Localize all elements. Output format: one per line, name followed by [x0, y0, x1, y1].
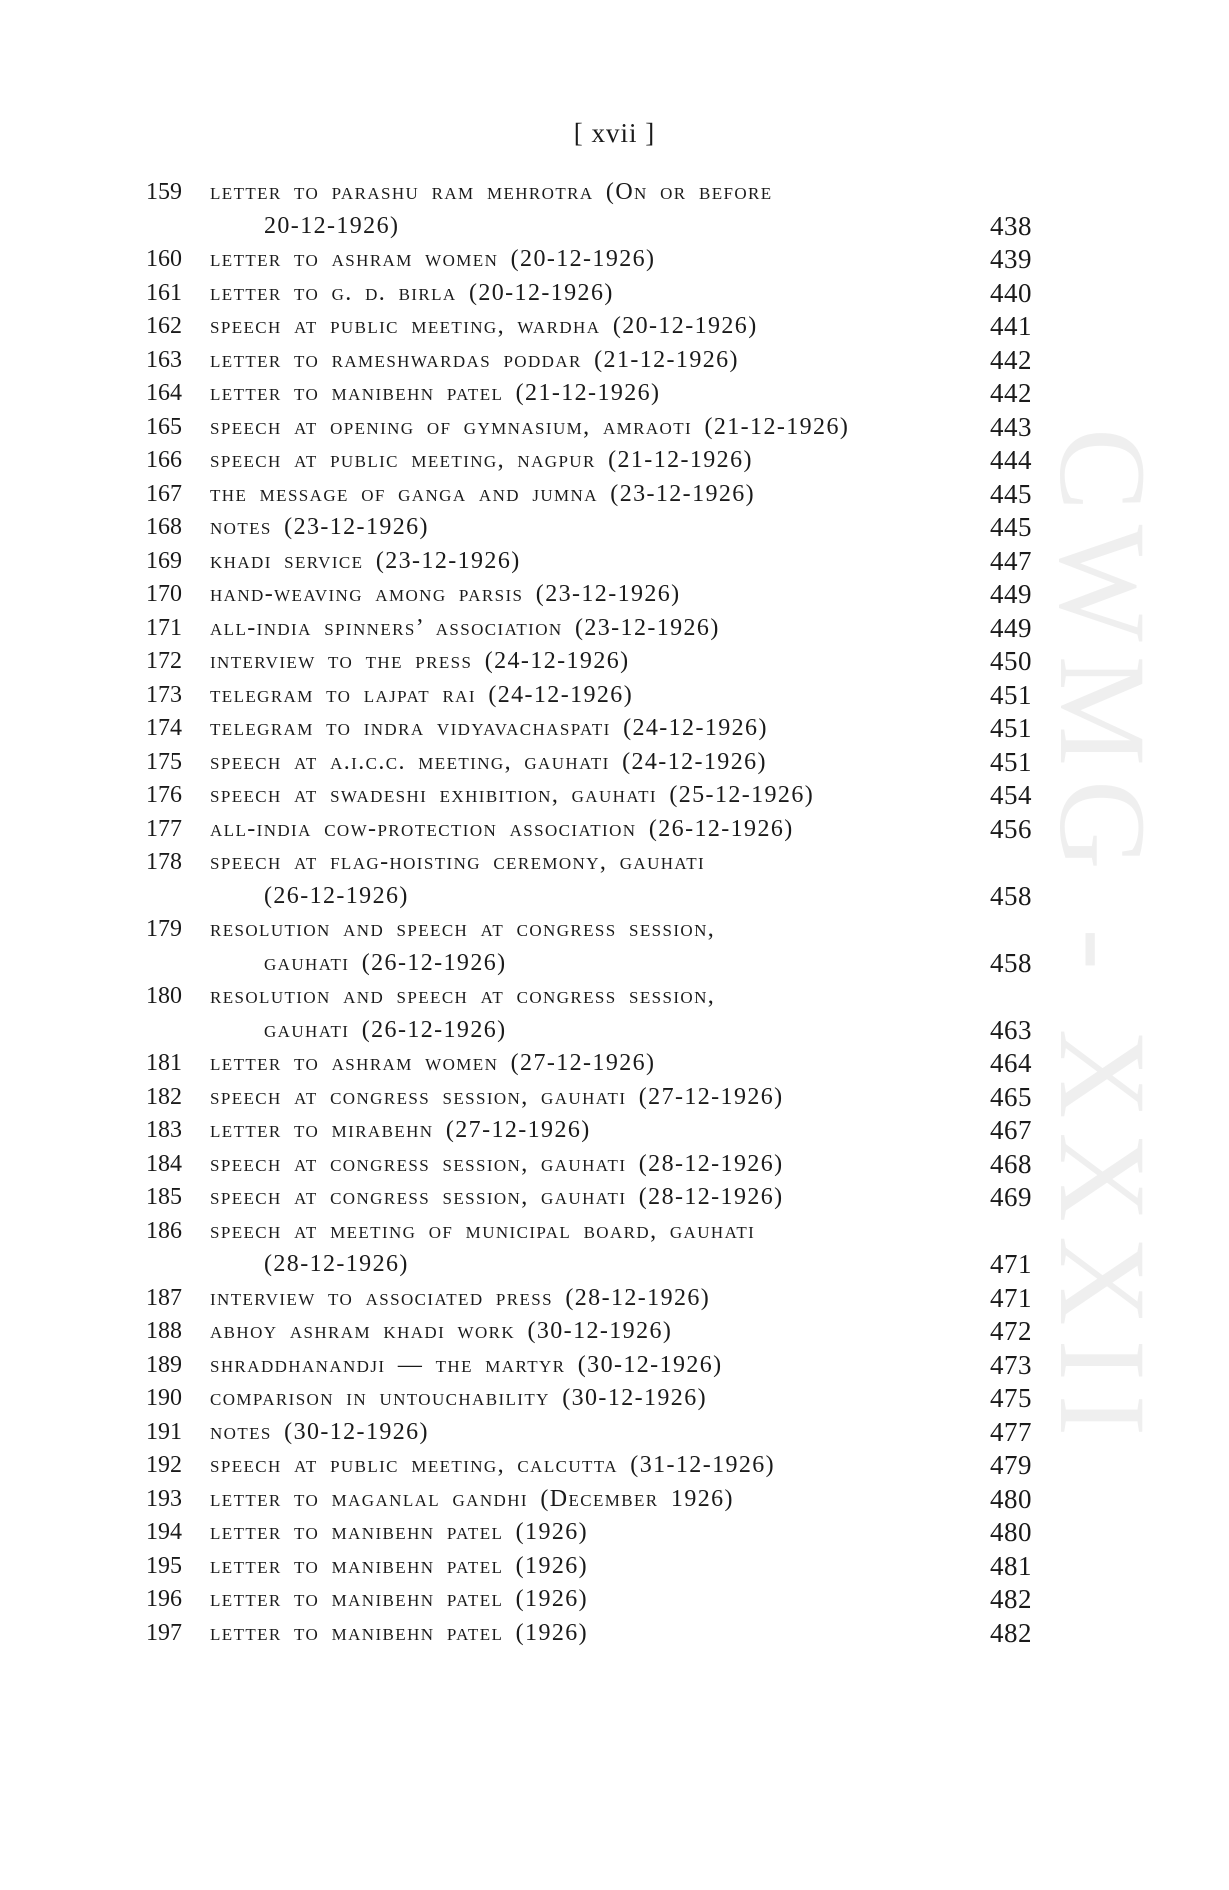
toc-entry [0, 344, 1229, 378]
entry-number: 185 [146, 1184, 182, 1210]
entry-title-continuation: gauhati (26-12-1926) [264, 1016, 507, 1043]
entry-page-number: 449 [990, 579, 1032, 609]
entry-number: 164 [146, 380, 182, 406]
toc-entry [0, 1081, 1229, 1115]
toc-entry [0, 1416, 1229, 1450]
entry-page-number: 473 [990, 1349, 1032, 1380]
entry-page-number: 447 [990, 545, 1032, 576]
entry-title: letter to rameshwardas poddar (21-12-1926) [210, 346, 739, 373]
entry-number: 159 [146, 179, 182, 205]
entry-title: all-india spinners’ association (23-12-1926) [210, 614, 720, 641]
entry-number: 172 [146, 648, 182, 674]
entry-number: 179 [146, 916, 182, 942]
entry-page-number: 451 [990, 746, 1032, 777]
entry-title: notes (30-12-1926) [210, 1418, 429, 1445]
entry-title-line: speech at flag-hoisting ceremony, gauhati [210, 849, 706, 875]
entry-title [210, 846, 928, 913]
entry-page-number: 465 [990, 1081, 1032, 1112]
entry-page-number: 467 [990, 1115, 1032, 1145]
entry-page-number: 445 [990, 478, 1032, 509]
toc-entry [0, 1215, 1229, 1282]
toc-entry [0, 1382, 1229, 1416]
toc-entry [0, 578, 1229, 612]
entry-number: 193 [146, 1485, 182, 1512]
entry-title: letter to manibehn patel (1926) [210, 1519, 589, 1545]
toc-entry [0, 913, 1229, 980]
toc-entry [0, 1282, 1229, 1316]
toc-entry [0, 1449, 1229, 1483]
entry-title-line: speech at meeting of municipal board, gauhati [210, 1217, 756, 1244]
entry-title: interview to the press (24-12-1926) [210, 648, 630, 674]
entry-title: letter to manibehn patel (21-12-1926) [210, 380, 661, 406]
entry-page-number: 451 [990, 713, 1032, 743]
entry-number: 178 [146, 849, 182, 875]
entry-number: 173 [146, 681, 182, 708]
entry-title-continuation: (26-12-1926) [264, 882, 409, 909]
entry-page-number: 482 [990, 1584, 1032, 1614]
entry-number: 181 [146, 1050, 182, 1076]
entry-page-number: 456 [990, 813, 1032, 844]
entry-number: 171 [146, 614, 182, 641]
entry-page-number: 438 [990, 210, 1032, 241]
entry-title: letter to g. d. birla (20-12-1926) [210, 279, 614, 306]
entry-page-number: 471 [990, 1249, 1032, 1279]
entry-title: speech at opening of gymnasium, amraoti (21-12-1926) [210, 413, 850, 440]
toc-entry [0, 243, 1229, 277]
toc-entry [0, 444, 1229, 478]
entry-title-line: resolution and speech at congress session, [210, 983, 716, 1009]
entry-title: telegram to lajpat rai (24-12-1926) [210, 681, 634, 708]
toc-entry [0, 1315, 1229, 1349]
table-of-contents [0, 176, 1229, 1650]
entry-title [210, 913, 928, 980]
toc-entry [0, 1617, 1229, 1651]
entry-title: letter to manibehn patel (1926) [210, 1586, 589, 1612]
entry-number: 169 [146, 547, 182, 574]
entry-page-number: 480 [990, 1483, 1032, 1514]
entry-number: 160 [146, 246, 182, 272]
entry-title: speech at congress session, gauhati (28-12-1926) [210, 1184, 784, 1210]
entry-number: 180 [146, 983, 182, 1009]
entry-title: shraddhanandji — the martyr (30-12-1926) [210, 1351, 723, 1378]
entry-number: 168 [146, 514, 182, 540]
toc-entry [0, 679, 1229, 713]
entry-page-number: 472 [990, 1316, 1032, 1346]
entry-number: 182 [146, 1083, 182, 1110]
entry-title-continuation: gauhati (26-12-1926) [264, 949, 507, 976]
entry-number: 195 [146, 1552, 182, 1579]
entry-page-number: 469 [990, 1182, 1032, 1212]
toc-entry [0, 1583, 1229, 1617]
entry-number: 167 [146, 480, 182, 507]
entry-number: 177 [146, 815, 182, 842]
entry-title: speech at congress session, gauhati (28-12-1926) [210, 1150, 784, 1177]
watermark: CWMG - XXXII [1034, 428, 1171, 1451]
entry-title-continuation: 20-12-1926) [264, 212, 400, 239]
entry-page-number: 464 [990, 1048, 1032, 1078]
entry-page-number: 482 [990, 1617, 1032, 1648]
entry-number: 186 [146, 1217, 182, 1244]
entry-page-number: 458 [990, 947, 1032, 978]
toc-entry [0, 813, 1229, 847]
entry-page-number: 480 [990, 1517, 1032, 1547]
entry-page-number: 450 [990, 646, 1032, 676]
entry-title: speech at congress session, gauhati (27-12-1926) [210, 1083, 784, 1110]
entry-title: speech at public meeting, wardha (20-12-1926) [210, 313, 758, 339]
toc-entry [0, 478, 1229, 512]
toc-entry [0, 545, 1229, 579]
entry-title: khadi service (23-12-1926) [210, 547, 521, 574]
entry-number: 196 [146, 1586, 182, 1612]
entry-title: all-india cow-protection association (26-12-1926) [210, 815, 794, 842]
entry-page-number: 475 [990, 1383, 1032, 1413]
toc-entry [0, 511, 1229, 545]
entry-title: abhoy ashram khadi work (30-12-1926) [210, 1318, 673, 1344]
toc-entry [0, 846, 1229, 913]
entry-title: the message of ganga and jumna (23-12-1926) [210, 480, 756, 507]
toc-entry [0, 712, 1229, 746]
entry-number: 162 [146, 313, 182, 339]
entry-number: 176 [146, 782, 182, 808]
toc-entry [0, 612, 1229, 646]
entry-page-number: 439 [990, 244, 1032, 274]
entry-page-number: 440 [990, 277, 1032, 308]
entry-title-line: resolution and speech at congress session, [210, 916, 716, 942]
entry-number: 163 [146, 346, 182, 373]
entry-number: 183 [146, 1117, 182, 1143]
entry-title: speech at swadeshi exhibition, gauhati (25-12-1926) [210, 782, 815, 808]
entry-page-number: 463 [990, 1014, 1032, 1045]
entry-title-continuation: (28-12-1926) [264, 1251, 409, 1277]
toc-entry [0, 411, 1229, 445]
entry-page-number: 458 [990, 880, 1032, 911]
entry-number: 190 [146, 1385, 182, 1411]
entry-title: hand-weaving among parsis (23-12-1926) [210, 581, 681, 607]
entry-page-number: 479 [990, 1450, 1032, 1480]
toc-entry [0, 645, 1229, 679]
entry-page-number: 442 [990, 344, 1032, 375]
entry-title-line: letter to parashu ram mehrotra (On or before [210, 179, 773, 205]
entry-number: 184 [146, 1150, 182, 1177]
toc-entry [0, 1550, 1229, 1584]
entry-page-number: 444 [990, 445, 1032, 475]
toc-entry [0, 310, 1229, 344]
toc-entry [0, 980, 1229, 1047]
entry-page-number: 449 [990, 612, 1032, 643]
entry-title: letter to ashram women (20-12-1926) [210, 246, 656, 272]
entry-number: 188 [146, 1318, 182, 1344]
toc-entry [0, 1148, 1229, 1182]
entry-title [210, 980, 928, 1047]
entry-title: interview to associated press (28-12-1926) [210, 1284, 711, 1311]
entry-page-number: 477 [990, 1416, 1032, 1447]
entry-title: comparison in untouchability (30-12-1926) [210, 1385, 708, 1411]
entry-page-number: 451 [990, 679, 1032, 710]
entry-number: 197 [146, 1619, 182, 1646]
entry-title: letter to maganlal gandhi (December 1926) [210, 1485, 734, 1512]
toc-entry [0, 779, 1229, 813]
entry-number: 189 [146, 1351, 182, 1378]
toc-entry [0, 1483, 1229, 1517]
entry-number: 166 [146, 447, 182, 473]
entry-page-number: 442 [990, 378, 1032, 408]
entry-page-number: 445 [990, 512, 1032, 542]
toc-entry [0, 746, 1229, 780]
entry-page-number: 443 [990, 411, 1032, 442]
entry-title: speech at public meeting, nagpur (21-12-1926) [210, 447, 753, 473]
toc-entry [0, 277, 1229, 311]
entry-title: telegram to indra vidyavachaspati (24-12-1926) [210, 715, 768, 741]
toc-entry [0, 1516, 1229, 1550]
entry-page-number: 468 [990, 1148, 1032, 1179]
entry-number: 187 [146, 1284, 182, 1311]
toc-entry [0, 1114, 1229, 1148]
toc-entry [0, 1349, 1229, 1383]
entry-page-number: 441 [990, 311, 1032, 341]
entry-number: 161 [146, 279, 182, 306]
entry-title: letter to manibehn patel (1926) [210, 1619, 589, 1646]
entry-page-number: 454 [990, 780, 1032, 810]
toc-entry [0, 1181, 1229, 1215]
page-number-header: [ xvii ] [573, 118, 656, 148]
entry-number: 174 [146, 715, 182, 741]
entry-number: 170 [146, 581, 182, 607]
entry-title: letter to manibehn patel (1926) [210, 1552, 589, 1579]
entry-number: 194 [146, 1519, 182, 1545]
entry-number: 191 [146, 1418, 182, 1445]
entry-page-number: 471 [990, 1282, 1032, 1313]
toc-entry [0, 1047, 1229, 1081]
entry-title: speech at a.i.c.c. meeting, gauhati (24-12-1926) [210, 748, 767, 775]
entry-number: 165 [146, 413, 182, 440]
entry-title [210, 176, 928, 243]
toc-entry [0, 377, 1229, 411]
entry-title: letter to mirabehn (27-12-1926) [210, 1117, 591, 1143]
entry-number: 175 [146, 748, 182, 775]
entry-page-number: 481 [990, 1550, 1032, 1581]
entry-number: 192 [146, 1452, 182, 1478]
entry-title: notes (23-12-1926) [210, 514, 429, 540]
entry-title [210, 1215, 928, 1282]
entry-title: speech at public meeting, calcutta (31-12-1926) [210, 1452, 776, 1478]
toc-entry [0, 176, 1229, 243]
entry-title: letter to ashram women (27-12-1926) [210, 1050, 656, 1076]
